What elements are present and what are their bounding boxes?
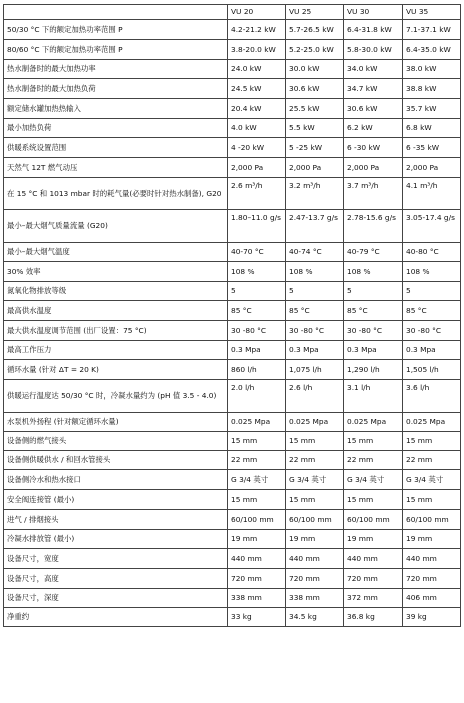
row-value: 33 kg: [228, 608, 286, 627]
row-value: G 3/4 英寸: [286, 470, 344, 490]
row-value: 4.2-21.2 kW: [228, 20, 286, 40]
row-label: 最小–最大烟气温度: [4, 243, 228, 262]
row-value: 20.4 kW: [228, 99, 286, 119]
row-value: 108 %: [286, 262, 344, 282]
row-value: 440 mm: [286, 549, 344, 569]
table-row: [4, 549, 461, 569]
row-value: 60/100 mm: [403, 510, 461, 530]
row-value: 5.8-30.0 kW: [344, 40, 403, 60]
table-row: [4, 589, 461, 608]
row-value: 85 °C: [403, 301, 461, 321]
row-value: 22 mm: [228, 451, 286, 470]
row-value: 406 mm: [403, 589, 461, 608]
row-label: 设备侧供暖供水 / 和回水管接头: [4, 451, 228, 470]
row-label: 净重约: [4, 608, 228, 627]
row-value: 15 mm: [228, 432, 286, 451]
row-value: 1,290 l/h: [344, 360, 403, 380]
row-label: 冷凝水排放管 (最小): [4, 530, 228, 549]
table-row: [4, 99, 461, 119]
row-label: 50/30 °C 下的额定加热功率范围 P: [4, 20, 228, 40]
table-row: [4, 451, 461, 470]
row-label: 设备侧冷水和热水接口: [4, 470, 228, 490]
row-value: 860 l/h: [228, 360, 286, 380]
row-value: 24.0 kW: [228, 60, 286, 79]
row-value: 440 mm: [228, 549, 286, 569]
table-row: [4, 210, 461, 243]
row-value: 3.8-20.0 kW: [228, 40, 286, 60]
row-label: 热水制备时的最大加热功率: [4, 60, 228, 79]
row-label: 水泵机外扬程 (针对额定循环水量): [4, 413, 228, 432]
row-value: 108 %: [228, 262, 286, 282]
spec-table: [3, 4, 461, 627]
row-value: 5.7-26.5 kW: [286, 20, 344, 40]
row-label: 安全阀连接管 (最小): [4, 490, 228, 510]
spec-table-body: [4, 5, 461, 627]
row-value: 6.4-31.8 kW: [344, 20, 403, 40]
table-row: [4, 569, 461, 589]
table-row: [4, 20, 461, 40]
row-value: 30 -80 °C: [228, 321, 286, 341]
row-value: 4.1 m³/h: [403, 178, 461, 210]
row-label: 进气 / 排烟接头: [4, 510, 228, 530]
row-value: 30 -80 °C: [344, 321, 403, 341]
row-value: 60/100 mm: [286, 510, 344, 530]
table-row: [4, 158, 461, 178]
row-label: 80/60 °C 下的额定加热功率范围 P: [4, 40, 228, 60]
header-cell-vu25: VU 25: [286, 5, 344, 20]
row-value: 60/100 mm: [344, 510, 403, 530]
row-label: 最高工作压力: [4, 341, 228, 360]
row-label: 最高供水温度: [4, 301, 228, 321]
table-row: [4, 470, 461, 490]
row-label: 循环水量 (针对 ΔT = 20 K): [4, 360, 228, 380]
row-value: 24.5 kW: [228, 79, 286, 99]
row-value: 2,000 Pa: [344, 158, 403, 178]
row-value: 0.3 Mpa: [403, 341, 461, 360]
row-value: 85 °C: [228, 301, 286, 321]
row-label: 设备侧的燃气接头: [4, 432, 228, 451]
table-row: [4, 282, 461, 301]
row-value: 35.7 kW: [403, 99, 461, 119]
table-row: [4, 301, 461, 321]
row-value: 3.6 l/h: [403, 380, 461, 413]
row-value: 2.0 l/h: [228, 380, 286, 413]
row-value: 3.7 m³/h: [344, 178, 403, 210]
row-value: 30 -80 °C: [286, 321, 344, 341]
row-value: 15 mm: [403, 432, 461, 451]
row-value: 7.1-37.1 kW: [403, 20, 461, 40]
row-value: 6 -30 kW: [344, 138, 403, 158]
row-value: 2.6 m³/h: [228, 178, 286, 210]
row-value: 5 -25 kW: [286, 138, 344, 158]
row-value: 34.0 kW: [344, 60, 403, 79]
row-value: 40-79 °C: [344, 243, 403, 262]
row-value: 0.3 Mpa: [344, 341, 403, 360]
row-label: 供暖运行温度达 50/30 °C 时，冷凝水量约为 (pH 值 3.5 - 4.0): [4, 380, 228, 413]
row-value: 2,000 Pa: [228, 158, 286, 178]
row-value: 25.5 kW: [286, 99, 344, 119]
row-value: 720 mm: [228, 569, 286, 589]
row-value: 0.025 Mpa: [403, 413, 461, 432]
row-value: 1,075 l/h: [286, 360, 344, 380]
table-row: [4, 608, 461, 627]
row-value: 372 mm: [344, 589, 403, 608]
table-row: [4, 510, 461, 530]
row-value: 0.025 Mpa: [286, 413, 344, 432]
row-value: 85 °C: [286, 301, 344, 321]
row-value: 30.0 kW: [286, 60, 344, 79]
row-value: 440 mm: [403, 549, 461, 569]
row-value: 5.5 kW: [286, 119, 344, 138]
row-value: 34.5 kg: [286, 608, 344, 627]
row-value: 2.47-13.7 g/s: [286, 210, 344, 243]
row-value: 5: [403, 282, 461, 301]
row-value: 2,000 Pa: [286, 158, 344, 178]
row-value: G 3/4 英寸: [403, 470, 461, 490]
table-row: [4, 262, 461, 282]
row-label: 最小–最大烟气质量流量 (G20): [4, 210, 228, 243]
row-label: 设备尺寸，深度: [4, 589, 228, 608]
row-value: 5: [286, 282, 344, 301]
table-row: [4, 321, 461, 341]
row-label: 在 15 °C 和 1013 mbar 时的耗气量(必要时针对热水制备), G20: [4, 178, 228, 210]
row-value: 19 mm: [403, 530, 461, 549]
row-value: 22 mm: [286, 451, 344, 470]
row-value: 5.2-25.0 kW: [286, 40, 344, 60]
row-value: 720 mm: [403, 569, 461, 589]
row-label: 天然气 12T 燃气动压: [4, 158, 228, 178]
row-value: 0.3 Mpa: [286, 341, 344, 360]
row-value: 3.2 m³/h: [286, 178, 344, 210]
row-value: 36.8 kg: [344, 608, 403, 627]
row-value: G 3/4 英寸: [228, 470, 286, 490]
row-value: 22 mm: [403, 451, 461, 470]
row-label: 供暖系统设置范围: [4, 138, 228, 158]
table-row: [4, 119, 461, 138]
row-value: 19 mm: [286, 530, 344, 549]
row-value: 40-70 °C: [228, 243, 286, 262]
header-row: [4, 5, 461, 20]
row-value: 338 mm: [228, 589, 286, 608]
table-row: [4, 413, 461, 432]
row-value: 34.7 kW: [344, 79, 403, 99]
row-label: 设备尺寸，宽度: [4, 549, 228, 569]
row-value: 6.2 kW: [344, 119, 403, 138]
row-value: 60/100 mm: [228, 510, 286, 530]
row-value: 338 mm: [286, 589, 344, 608]
row-value: 19 mm: [344, 530, 403, 549]
row-value: 15 mm: [344, 490, 403, 510]
row-value: 1.80–11.0 g/s: [228, 210, 286, 243]
row-value: 720 mm: [286, 569, 344, 589]
table-row: [4, 138, 461, 158]
row-value: 3.05-17.4 g/s: [403, 210, 461, 243]
row-value: 39 kg: [403, 608, 461, 627]
table-row: [4, 432, 461, 451]
table-row: [4, 490, 461, 510]
row-value: 6.4-35.0 kW: [403, 40, 461, 60]
header-cell-vu35: VU 35: [403, 5, 461, 20]
table-row: [4, 341, 461, 360]
row-value: 3.1 l/h: [344, 380, 403, 413]
row-value: 6 -35 kW: [403, 138, 461, 158]
row-label: 30% 效率: [4, 262, 228, 282]
row-value: 4 -20 kW: [228, 138, 286, 158]
row-label: 最大供水温度调节范围 (出厂设置：75 °C): [4, 321, 228, 341]
header-cell-vu20: VU 20: [228, 5, 286, 20]
row-value: 15 mm: [286, 490, 344, 510]
row-label: 氮氧化物排放等级: [4, 282, 228, 301]
row-value: 0.025 Mpa: [228, 413, 286, 432]
table-row: [4, 360, 461, 380]
row-value: 440 mm: [344, 549, 403, 569]
table-row: [4, 178, 461, 210]
table-row: [4, 243, 461, 262]
row-value: 15 mm: [286, 432, 344, 451]
row-value: 15 mm: [228, 490, 286, 510]
row-value: 720 mm: [344, 569, 403, 589]
row-value: 30.6 kW: [344, 99, 403, 119]
row-value: 0.025 Mpa: [344, 413, 403, 432]
row-value: 22 mm: [344, 451, 403, 470]
table-row: [4, 79, 461, 99]
row-value: 40-74 °C: [286, 243, 344, 262]
row-value: 30.6 kW: [286, 79, 344, 99]
row-value: 5: [228, 282, 286, 301]
row-value: 2,000 Pa: [403, 158, 461, 178]
row-value: 30 -80 °C: [403, 321, 461, 341]
row-value: 108 %: [344, 262, 403, 282]
row-value: 40-80 °C: [403, 243, 461, 262]
row-value: 6.8 kW: [403, 119, 461, 138]
header-cell-vu30: VU 30: [344, 5, 403, 20]
table-row: [4, 380, 461, 413]
header-cell-label: [4, 5, 228, 20]
row-value: 38.0 kW: [403, 60, 461, 79]
row-value: 38.8 kW: [403, 79, 461, 99]
row-value: G 3/4 英寸: [344, 470, 403, 490]
table-row: [4, 40, 461, 60]
row-value: 15 mm: [344, 432, 403, 451]
table-row: [4, 60, 461, 79]
row-value: 15 mm: [403, 490, 461, 510]
row-value: 0.3 Mpa: [228, 341, 286, 360]
row-value: 4.0 kW: [228, 119, 286, 138]
row-value: 108 %: [403, 262, 461, 282]
row-value: 5: [344, 282, 403, 301]
row-value: 2.78-15.6 g/s: [344, 210, 403, 243]
row-value: 2.6 l/h: [286, 380, 344, 413]
row-label: 额定储水罐加热热输入: [4, 99, 228, 119]
row-value: 85 °C: [344, 301, 403, 321]
row-value: 19 mm: [228, 530, 286, 549]
row-label: 最小加热负荷: [4, 119, 228, 138]
row-label: 热水制备时的最大加热负荷: [4, 79, 228, 99]
table-row: [4, 530, 461, 549]
row-value: 1,505 l/h: [403, 360, 461, 380]
row-label: 设备尺寸，高度: [4, 569, 228, 589]
